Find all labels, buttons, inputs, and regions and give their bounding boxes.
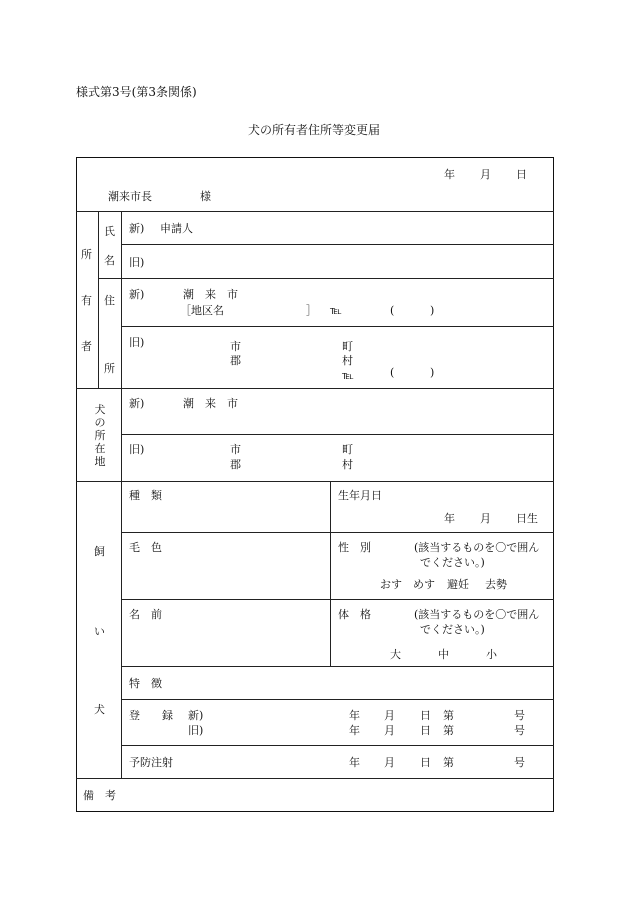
- loc-old-shi: 市: [230, 443, 241, 456]
- sex-option-spayed: 避妊: [447, 578, 469, 591]
- sex-option-female: めす: [413, 578, 435, 591]
- divider: [121, 481, 122, 778]
- build-note-1: (該当するものを〇で囲ん: [414, 608, 540, 621]
- color-label: 毛 色: [129, 541, 162, 554]
- divider: [121, 211, 122, 388]
- addr-old-mura: 村: [342, 354, 353, 367]
- divider: [76, 778, 554, 779]
- reg-new-go: 号: [514, 709, 525, 722]
- birth-month: 月: [480, 512, 491, 525]
- reg-new-year: 年: [349, 709, 360, 722]
- tel-label: ℡: [330, 304, 342, 317]
- sex-option-male: おす: [380, 578, 402, 591]
- address-label-1: 住: [104, 294, 115, 307]
- district-close: ］: [306, 304, 317, 317]
- applicant-label: 申請人: [160, 222, 193, 235]
- divider: [76, 481, 554, 482]
- address-label-2: 所: [104, 362, 115, 375]
- divider: [121, 599, 554, 600]
- loc-new-city: 潮 来 市: [183, 397, 238, 410]
- date-year: 年: [444, 168, 455, 181]
- divider: [121, 666, 554, 667]
- reg-new-dai: 第: [443, 709, 454, 722]
- divider: [121, 434, 554, 435]
- reg-old-day: 日: [420, 724, 431, 737]
- name-new-label: 新): [129, 222, 145, 235]
- reg-old-dai: 第: [443, 724, 454, 737]
- addr-new-label: 新): [129, 288, 145, 301]
- addr-old-gun: 郡: [230, 354, 241, 367]
- reg-old-year: 年: [349, 724, 360, 737]
- divider: [121, 699, 554, 700]
- vac-day: 日: [420, 756, 431, 769]
- dog-label-1: 飼: [94, 545, 105, 558]
- sex-note-1: (該当するものを〇で囲ん: [414, 541, 540, 554]
- name-label-2: 名: [104, 254, 115, 267]
- addr-old-machi: 町: [342, 340, 353, 353]
- dog-name-label: 名 前: [129, 608, 162, 621]
- paren-open: (: [390, 304, 395, 317]
- divider: [121, 244, 554, 245]
- paren-close: ): [430, 304, 435, 317]
- loc-old-gun: 郡: [230, 458, 241, 471]
- features-label: 特 徴: [129, 677, 162, 690]
- divider: [76, 211, 554, 212]
- loc-old-label: 旧): [129, 443, 145, 456]
- divider: [76, 388, 554, 389]
- build-option-small: 小: [486, 648, 497, 661]
- owner-label-3: 者: [81, 340, 92, 353]
- reg-new-month: 月: [384, 709, 395, 722]
- owner-label-2: 有: [81, 294, 92, 307]
- build-label: 体 格: [338, 608, 371, 621]
- date-day: 日: [516, 168, 527, 181]
- name-label-1: 氏: [104, 225, 115, 238]
- loc-new-label: 新): [129, 397, 145, 410]
- reg-new-label: 新): [188, 709, 204, 722]
- sama-label: 様: [200, 190, 211, 203]
- loc-old-mura: 村: [342, 458, 353, 471]
- vac-year: 年: [349, 756, 360, 769]
- build-option-large: 大: [390, 648, 401, 661]
- paren-open-old: (: [390, 366, 395, 379]
- dog-location-label: 犬の所在地: [94, 403, 106, 468]
- sex-label: 性 別: [338, 541, 371, 554]
- remarks-label: 備 考: [83, 789, 116, 802]
- addr-old-shi: 市: [230, 340, 241, 353]
- reg-old-go: 号: [514, 724, 525, 737]
- dog-label-3: 犬: [94, 703, 105, 716]
- vac-go: 号: [514, 756, 525, 769]
- divider: [121, 326, 554, 327]
- sex-note-2: でください。): [420, 556, 485, 569]
- district-open: ［地区名: [180, 304, 224, 317]
- breed-label: 種 類: [129, 489, 162, 502]
- reg-old-month: 月: [384, 724, 395, 737]
- owner-label-1: 所: [81, 248, 92, 261]
- build-note-2: でください。): [420, 623, 485, 636]
- divider: [330, 481, 331, 666]
- addr-new-city: 潮 来 市: [183, 288, 238, 301]
- birth-day: 日生: [516, 512, 538, 525]
- paren-close-old: ): [430, 366, 435, 379]
- sex-option-neutered: 去勢: [485, 578, 507, 591]
- build-option-medium: 中: [438, 648, 449, 661]
- dog-label-2: い: [94, 625, 105, 638]
- name-old-label: 旧): [129, 256, 145, 269]
- birth-year: 年: [444, 512, 455, 525]
- tel-label-old: ℡: [342, 369, 354, 382]
- divider: [98, 278, 554, 279]
- form-title: 犬の所有者住所等変更届: [248, 123, 381, 137]
- divider: [121, 532, 554, 533]
- reg-old-label: 旧): [188, 724, 204, 737]
- reg-new-day: 日: [420, 709, 431, 722]
- divider: [98, 211, 99, 388]
- addr-old-label: 旧): [129, 336, 145, 349]
- vac-month: 月: [384, 756, 395, 769]
- loc-old-machi: 町: [342, 443, 353, 456]
- divider: [121, 388, 122, 481]
- form-number: 様式第3号(第3条関係): [76, 85, 197, 99]
- birth-label: 生年月日: [338, 489, 382, 502]
- date-month: 月: [480, 168, 491, 181]
- mayor-label: 潮来市長: [108, 190, 152, 203]
- registration-label: 登 録: [129, 709, 173, 722]
- vac-dai: 第: [443, 756, 454, 769]
- divider: [121, 745, 554, 746]
- vaccination-label: 予防注射: [129, 756, 173, 769]
